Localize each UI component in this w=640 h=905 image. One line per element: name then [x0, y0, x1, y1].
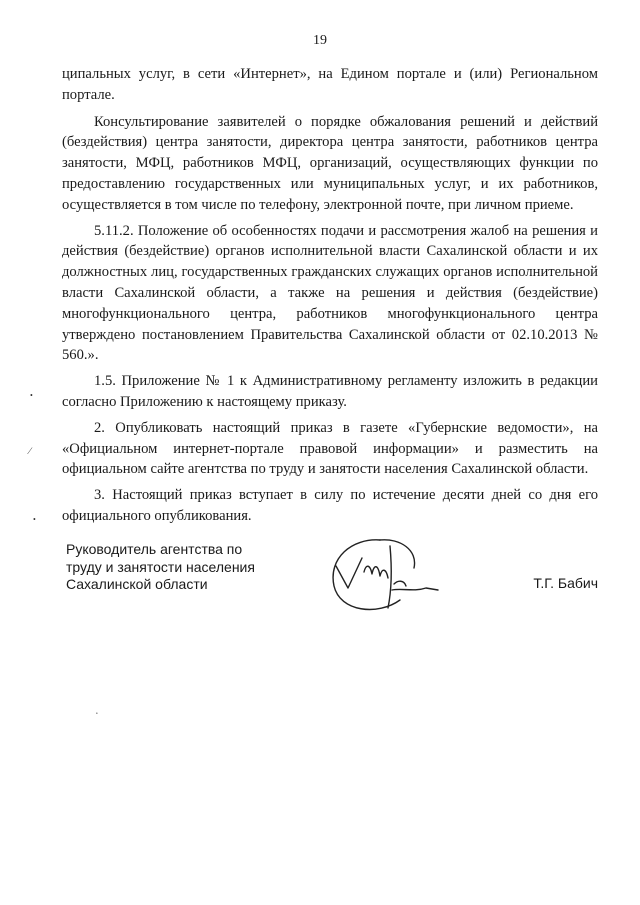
paragraph-continuation: ципальных услуг, в сети «Интернет», на Едином портале и (или) Региональном портале.: [62, 66, 598, 103]
margin-mark: •: [33, 515, 36, 524]
signer-name: Т.Г. Бабич: [533, 575, 598, 591]
signatory-position: [66, 541, 266, 594]
paragraph-3: 3. Настоящий приказ вступает в силу по истечение десяти дней со дня его официального опубликования.: [62, 487, 598, 524]
page-number: 19: [313, 33, 327, 48]
paragraph-5-11-2: 5.11.2. Положение об особенностях подачи и рассмотрения жалоб на решения и действия (бездействие) органов исполнительной власти Сахалинской области и их должностных лиц, государственных гражданских служащих органов исполнительной власти Сахалинской области, а также на решения и действия (бездействие) многофункционального центра, работников многофункционального центра утверждено постановлением Правительства Сахалинской области от 02.10.2013 № 560.».: [62, 222, 598, 364]
margin-mark: •: [30, 391, 33, 400]
paragraph-1-5: 1.5. Приложение № 1 к Административному регламенту изложить в редакции согласно Приложению к настоящему приказу.: [62, 373, 598, 410]
margin-mark: ∕: [29, 446, 31, 457]
paragraph-consultation: Консультирование заявителей о порядке обжалования решений и действий (бездействия) центра занятости, директора центра занятости, работников центра занятости, МФЦ, работников МФЦ, организаций, осуществляющих функции по предоставлению государственных или муниципальных услуг, и их работников, осуществляется в том числе по телефону, электронной почте, при личном приеме.: [62, 113, 598, 213]
document-body: [62, 64, 598, 532]
position-line: Руководитель агентства по: [66, 541, 243, 557]
paragraph-2: 2. Опубликовать настоящий приказ в газете «Губернские ведомости», на «Официальном интернет-портале правовой информации» и разместить на официальном сайте агентства по труду и занятости населения Сахалинской области.: [62, 419, 598, 478]
position-line: труду и занятости населения: [66, 558, 255, 575]
position-line: Сахалинской области: [66, 576, 208, 592]
margin-mark: •: [96, 712, 98, 717]
handwritten-signature: [322, 528, 442, 620]
